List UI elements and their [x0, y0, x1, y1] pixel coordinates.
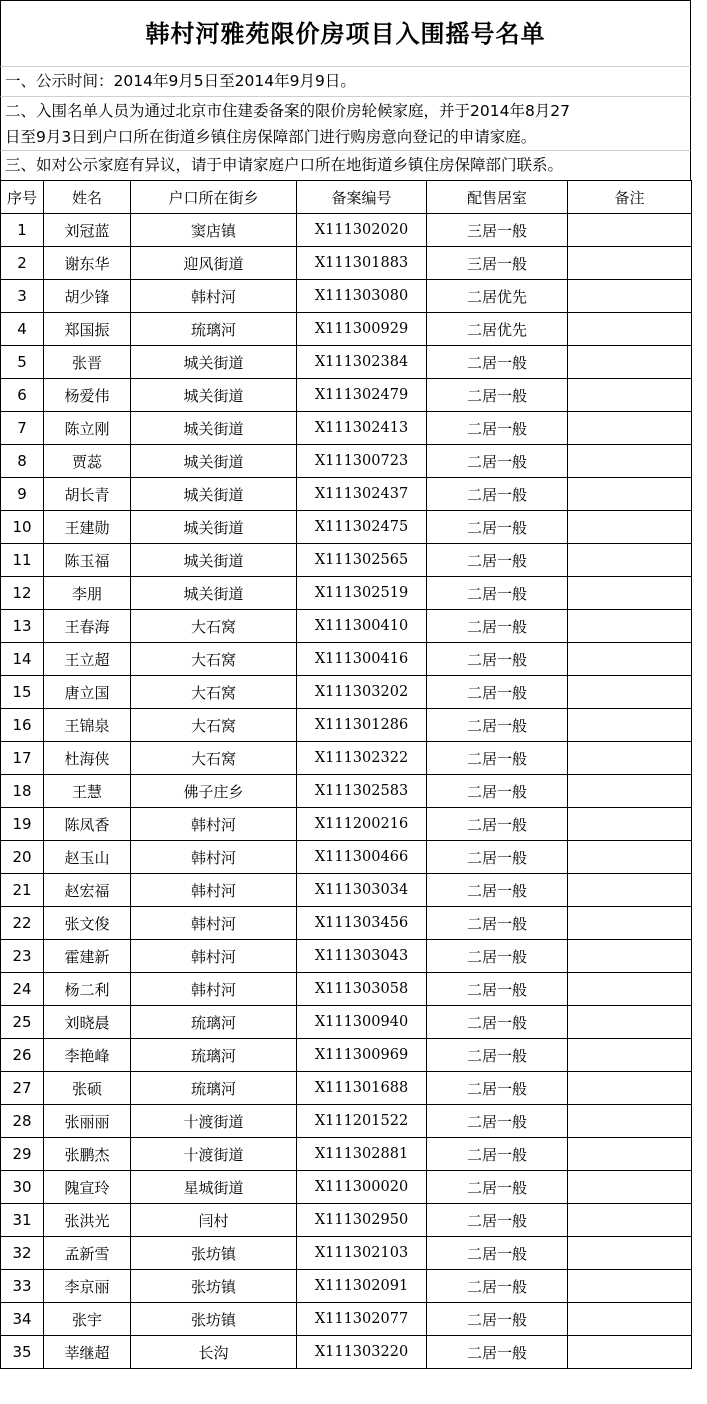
cell-remarks	[568, 643, 692, 676]
table-row	[1, 610, 692, 643]
cell-name: 刘晓晨	[44, 1006, 131, 1039]
cell-room-type: 二居一般	[427, 445, 568, 478]
cell-remarks	[568, 313, 692, 346]
cell-record-number: X111303220	[297, 1336, 427, 1369]
cell-record-number: X111300466	[297, 841, 427, 874]
table-row	[1, 214, 692, 247]
notice-eligibility-line-2: 日至9月3日到户口所在街道乡镇住房保障部门进行购房意向登记的申请家庭。	[5, 128, 537, 146]
table-row	[1, 874, 692, 907]
cell-name: 陈玉福	[44, 544, 131, 577]
cell-room-type: 二居优先	[427, 313, 568, 346]
cell-index: 10	[1, 511, 44, 544]
cell-name: 陈凤香	[44, 808, 131, 841]
cell-record-number: X111302583	[297, 775, 427, 808]
cell-index: 1	[1, 214, 44, 247]
cell-room-type: 二居一般	[427, 841, 568, 874]
cell-remarks	[568, 841, 692, 874]
cell-index: 7	[1, 412, 44, 445]
cell-index: 14	[1, 643, 44, 676]
cell-record-number: X111302020	[297, 214, 427, 247]
notice-time: 一、公示时间：2014年9月5日至2014年9月9日。	[0, 66, 691, 96]
table-row	[1, 577, 692, 610]
cell-remarks	[568, 379, 692, 412]
table-row	[1, 478, 692, 511]
cell-name: 胡少锋	[44, 280, 131, 313]
applicant-table	[0, 180, 692, 1369]
table-row	[1, 511, 692, 544]
cell-record-number: X111302950	[297, 1204, 427, 1237]
table-row	[1, 907, 692, 940]
cell-name: 赵宏福	[44, 874, 131, 907]
cell-district: 城关街道	[131, 346, 297, 379]
cell-district: 大石窝	[131, 709, 297, 742]
cell-room-type: 二居一般	[427, 1336, 568, 1369]
cell-index: 16	[1, 709, 44, 742]
cell-room-type: 二居一般	[427, 478, 568, 511]
cell-district: 城关街道	[131, 478, 297, 511]
table-row	[1, 973, 692, 1006]
cell-record-number: X111302881	[297, 1138, 427, 1171]
cell-record-number: X111303058	[297, 973, 427, 1006]
cell-index: 2	[1, 247, 44, 280]
cell-room-type: 二居一般	[427, 742, 568, 775]
cell-index: 12	[1, 577, 44, 610]
cell-index: 4	[1, 313, 44, 346]
cell-index: 20	[1, 841, 44, 874]
cell-index: 23	[1, 940, 44, 973]
cell-name: 莘继超	[44, 1336, 131, 1369]
header-record-number: 备案编号	[297, 181, 427, 214]
header-name: 姓名	[44, 181, 131, 214]
cell-record-number: X111302322	[297, 742, 427, 775]
table-row	[1, 676, 692, 709]
cell-remarks	[568, 412, 692, 445]
cell-index: 11	[1, 544, 44, 577]
cell-name: 张文俊	[44, 907, 131, 940]
table-row	[1, 544, 692, 577]
table-row	[1, 742, 692, 775]
cell-district: 韩村河	[131, 841, 297, 874]
cell-record-number: X111303080	[297, 280, 427, 313]
cell-remarks	[568, 346, 692, 379]
cell-room-type: 二居一般	[427, 973, 568, 1006]
page-title: 韩村河雅苑限价房项目入围摇号名单	[0, 0, 691, 66]
cell-index: 5	[1, 346, 44, 379]
cell-remarks	[568, 742, 692, 775]
cell-room-type: 三居一般	[427, 214, 568, 247]
cell-district: 韩村河	[131, 973, 297, 1006]
cell-remarks	[568, 1237, 692, 1270]
cell-room-type: 二居一般	[427, 940, 568, 973]
cell-district: 大石窝	[131, 610, 297, 643]
cell-district: 窦店镇	[131, 214, 297, 247]
table-row	[1, 841, 692, 874]
cell-name: 贾蕊	[44, 445, 131, 478]
cell-record-number: X111302413	[297, 412, 427, 445]
cell-name: 王慧	[44, 775, 131, 808]
table-row	[1, 808, 692, 841]
cell-remarks	[568, 445, 692, 478]
cell-record-number: X111302565	[297, 544, 427, 577]
table-row	[1, 1072, 692, 1105]
cell-record-number: X111301286	[297, 709, 427, 742]
cell-name: 张硕	[44, 1072, 131, 1105]
table-row	[1, 1171, 692, 1204]
cell-index: 18	[1, 775, 44, 808]
table-row	[1, 1270, 692, 1303]
cell-room-type: 二居一般	[427, 1204, 568, 1237]
cell-index: 24	[1, 973, 44, 1006]
cell-index: 26	[1, 1039, 44, 1072]
cell-remarks	[568, 1105, 692, 1138]
cell-district: 张坊镇	[131, 1270, 297, 1303]
cell-index: 19	[1, 808, 44, 841]
cell-name: 孟新雪	[44, 1237, 131, 1270]
cell-index: 30	[1, 1171, 44, 1204]
cell-index: 8	[1, 445, 44, 478]
table-row	[1, 643, 692, 676]
cell-index: 32	[1, 1237, 44, 1270]
cell-record-number: X111302437	[297, 478, 427, 511]
cell-district: 张坊镇	[131, 1303, 297, 1336]
cell-district: 琉璃河	[131, 1039, 297, 1072]
cell-remarks	[568, 808, 692, 841]
cell-index: 22	[1, 907, 44, 940]
notice-eligibility-line-1: 二、入围名单人员为通过北京市住建委备案的限价房轮候家庭，并于2014年8月27	[5, 102, 571, 120]
table-row	[1, 412, 692, 445]
table-row	[1, 379, 692, 412]
cell-district: 琉璃河	[131, 313, 297, 346]
cell-district: 佛子庄乡	[131, 775, 297, 808]
cell-room-type: 二居一般	[427, 643, 568, 676]
cell-index: 35	[1, 1336, 44, 1369]
cell-index: 9	[1, 478, 44, 511]
cell-record-number: X111303034	[297, 874, 427, 907]
cell-remarks	[568, 544, 692, 577]
cell-name: 胡长青	[44, 478, 131, 511]
cell-remarks	[568, 610, 692, 643]
table-row	[1, 775, 692, 808]
cell-index: 33	[1, 1270, 44, 1303]
cell-record-number: X111301883	[297, 247, 427, 280]
cell-district: 琉璃河	[131, 1072, 297, 1105]
cell-name: 李朋	[44, 577, 131, 610]
cell-room-type: 二居一般	[427, 412, 568, 445]
cell-name: 李艳峰	[44, 1039, 131, 1072]
cell-record-number: X111302103	[297, 1237, 427, 1270]
cell-room-type: 二居一般	[427, 511, 568, 544]
cell-room-type: 二居一般	[427, 1237, 568, 1270]
cell-district: 琉璃河	[131, 1006, 297, 1039]
cell-remarks	[568, 940, 692, 973]
cell-index: 29	[1, 1138, 44, 1171]
table-row	[1, 940, 692, 973]
table-row	[1, 313, 692, 346]
table-row	[1, 280, 692, 313]
cell-room-type: 二居一般	[427, 1138, 568, 1171]
cell-record-number: X111302475	[297, 511, 427, 544]
cell-room-type: 二居一般	[427, 709, 568, 742]
cell-remarks	[568, 214, 692, 247]
table-row	[1, 1039, 692, 1072]
cell-district: 韩村河	[131, 874, 297, 907]
cell-name: 王建勋	[44, 511, 131, 544]
cell-index: 15	[1, 676, 44, 709]
table-row	[1, 1138, 692, 1171]
cell-district: 大石窝	[131, 742, 297, 775]
cell-name: 杨爱伟	[44, 379, 131, 412]
cell-room-type: 二居一般	[427, 1270, 568, 1303]
cell-district: 闫村	[131, 1204, 297, 1237]
cell-record-number: X111302479	[297, 379, 427, 412]
cell-district: 星城街道	[131, 1171, 297, 1204]
cell-district: 十渡街道	[131, 1138, 297, 1171]
table-row	[1, 709, 692, 742]
header-room-type: 配售居室	[427, 181, 568, 214]
cell-remarks	[568, 1039, 692, 1072]
cell-record-number: X111300410	[297, 610, 427, 643]
cell-record-number: X111200216	[297, 808, 427, 841]
cell-district: 张坊镇	[131, 1237, 297, 1270]
cell-district: 韩村河	[131, 808, 297, 841]
cell-district: 韩村河	[131, 907, 297, 940]
cell-name: 唐立国	[44, 676, 131, 709]
cell-room-type: 二居一般	[427, 1105, 568, 1138]
cell-district: 城关街道	[131, 577, 297, 610]
cell-record-number: X111300723	[297, 445, 427, 478]
cell-name: 张宇	[44, 1303, 131, 1336]
cell-district: 大石窝	[131, 643, 297, 676]
cell-name: 王锦泉	[44, 709, 131, 742]
cell-name: 李京丽	[44, 1270, 131, 1303]
cell-record-number: X111300416	[297, 643, 427, 676]
cell-index: 6	[1, 379, 44, 412]
cell-room-type: 二居一般	[427, 346, 568, 379]
cell-name: 隗宣玲	[44, 1171, 131, 1204]
cell-room-type: 二居一般	[427, 775, 568, 808]
cell-record-number: X111303043	[297, 940, 427, 973]
cell-record-number: X111300969	[297, 1039, 427, 1072]
cell-name: 张晋	[44, 346, 131, 379]
cell-name: 王春海	[44, 610, 131, 643]
cell-remarks	[568, 1171, 692, 1204]
cell-room-type: 二居一般	[427, 1072, 568, 1105]
cell-district: 韩村河	[131, 940, 297, 973]
cell-record-number: X111301688	[297, 1072, 427, 1105]
cell-room-type: 二居一般	[427, 1303, 568, 1336]
table-row	[1, 247, 692, 280]
cell-room-type: 二居一般	[427, 808, 568, 841]
cell-room-type: 二居一般	[427, 1171, 568, 1204]
cell-remarks	[568, 1303, 692, 1336]
cell-district: 十渡街道	[131, 1105, 297, 1138]
cell-remarks	[568, 1204, 692, 1237]
cell-index: 3	[1, 280, 44, 313]
cell-record-number: X111302077	[297, 1303, 427, 1336]
cell-district: 城关街道	[131, 379, 297, 412]
table-header-row	[1, 181, 692, 214]
cell-record-number: X111302519	[297, 577, 427, 610]
cell-name: 张鹏杰	[44, 1138, 131, 1171]
cell-room-type: 二居一般	[427, 577, 568, 610]
cell-name: 赵玉山	[44, 841, 131, 874]
table-row	[1, 1303, 692, 1336]
cell-district: 城关街道	[131, 445, 297, 478]
cell-record-number: X111302384	[297, 346, 427, 379]
cell-name: 刘冠蓝	[44, 214, 131, 247]
cell-record-number: X111303456	[297, 907, 427, 940]
cell-remarks	[568, 973, 692, 1006]
cell-remarks	[568, 478, 692, 511]
cell-room-type: 二居一般	[427, 1006, 568, 1039]
cell-remarks	[568, 1006, 692, 1039]
cell-name: 郑国振	[44, 313, 131, 346]
header-index: 序号	[1, 181, 44, 214]
cell-index: 21	[1, 874, 44, 907]
table-row	[1, 1105, 692, 1138]
cell-name: 王立超	[44, 643, 131, 676]
cell-room-type: 二居一般	[427, 676, 568, 709]
cell-room-type: 二居一般	[427, 874, 568, 907]
cell-record-number: X111300940	[297, 1006, 427, 1039]
table-row	[1, 1006, 692, 1039]
cell-room-type: 二居一般	[427, 907, 568, 940]
cell-remarks	[568, 577, 692, 610]
cell-district: 城关街道	[131, 412, 297, 445]
cell-district: 城关街道	[131, 544, 297, 577]
cell-remarks	[568, 1072, 692, 1105]
cell-index: 31	[1, 1204, 44, 1237]
cell-room-type: 二居一般	[427, 544, 568, 577]
table-row	[1, 445, 692, 478]
cell-name: 张丽丽	[44, 1105, 131, 1138]
cell-remarks	[568, 907, 692, 940]
cell-room-type: 二居一般	[427, 1039, 568, 1072]
table-row	[1, 1336, 692, 1369]
cell-district: 长沟	[131, 1336, 297, 1369]
cell-remarks	[568, 775, 692, 808]
cell-district: 大石窝	[131, 676, 297, 709]
cell-name: 谢东华	[44, 247, 131, 280]
cell-room-type: 三居一般	[427, 247, 568, 280]
cell-remarks	[568, 1138, 692, 1171]
header-district: 户口所在街乡	[131, 181, 297, 214]
cell-index: 17	[1, 742, 44, 775]
table-row	[1, 346, 692, 379]
cell-district: 韩村河	[131, 280, 297, 313]
cell-name: 杨二利	[44, 973, 131, 1006]
cell-room-type: 二居一般	[427, 379, 568, 412]
cell-index: 34	[1, 1303, 44, 1336]
cell-index: 25	[1, 1006, 44, 1039]
table-row	[1, 1237, 692, 1270]
notice-eligibility	[0, 96, 691, 150]
cell-remarks	[568, 874, 692, 907]
cell-remarks	[568, 247, 692, 280]
cell-index: 27	[1, 1072, 44, 1105]
cell-index: 13	[1, 610, 44, 643]
cell-remarks	[568, 676, 692, 709]
table-row	[1, 1204, 692, 1237]
cell-remarks	[568, 280, 692, 313]
cell-record-number: X111300020	[297, 1171, 427, 1204]
notice-objection: 三、如对公示家庭有异议，请于申请家庭户口所在地街道乡镇住房保障部门联系。	[0, 150, 691, 180]
cell-remarks	[568, 1336, 692, 1369]
cell-room-type: 二居优先	[427, 280, 568, 313]
cell-remarks	[568, 1270, 692, 1303]
cell-name: 杜海侠	[44, 742, 131, 775]
cell-name: 张洪光	[44, 1204, 131, 1237]
cell-remarks	[568, 511, 692, 544]
cell-record-number: X111201522	[297, 1105, 427, 1138]
cell-record-number: X111302091	[297, 1270, 427, 1303]
cell-remarks	[568, 709, 692, 742]
cell-record-number: X111300929	[297, 313, 427, 346]
cell-record-number: X111303202	[297, 676, 427, 709]
cell-name: 霍建新	[44, 940, 131, 973]
cell-district: 迎风街道	[131, 247, 297, 280]
header-remarks: 备注	[568, 181, 692, 214]
cell-district: 城关街道	[131, 511, 297, 544]
cell-name: 陈立刚	[44, 412, 131, 445]
cell-index: 28	[1, 1105, 44, 1138]
cell-room-type: 二居一般	[427, 610, 568, 643]
